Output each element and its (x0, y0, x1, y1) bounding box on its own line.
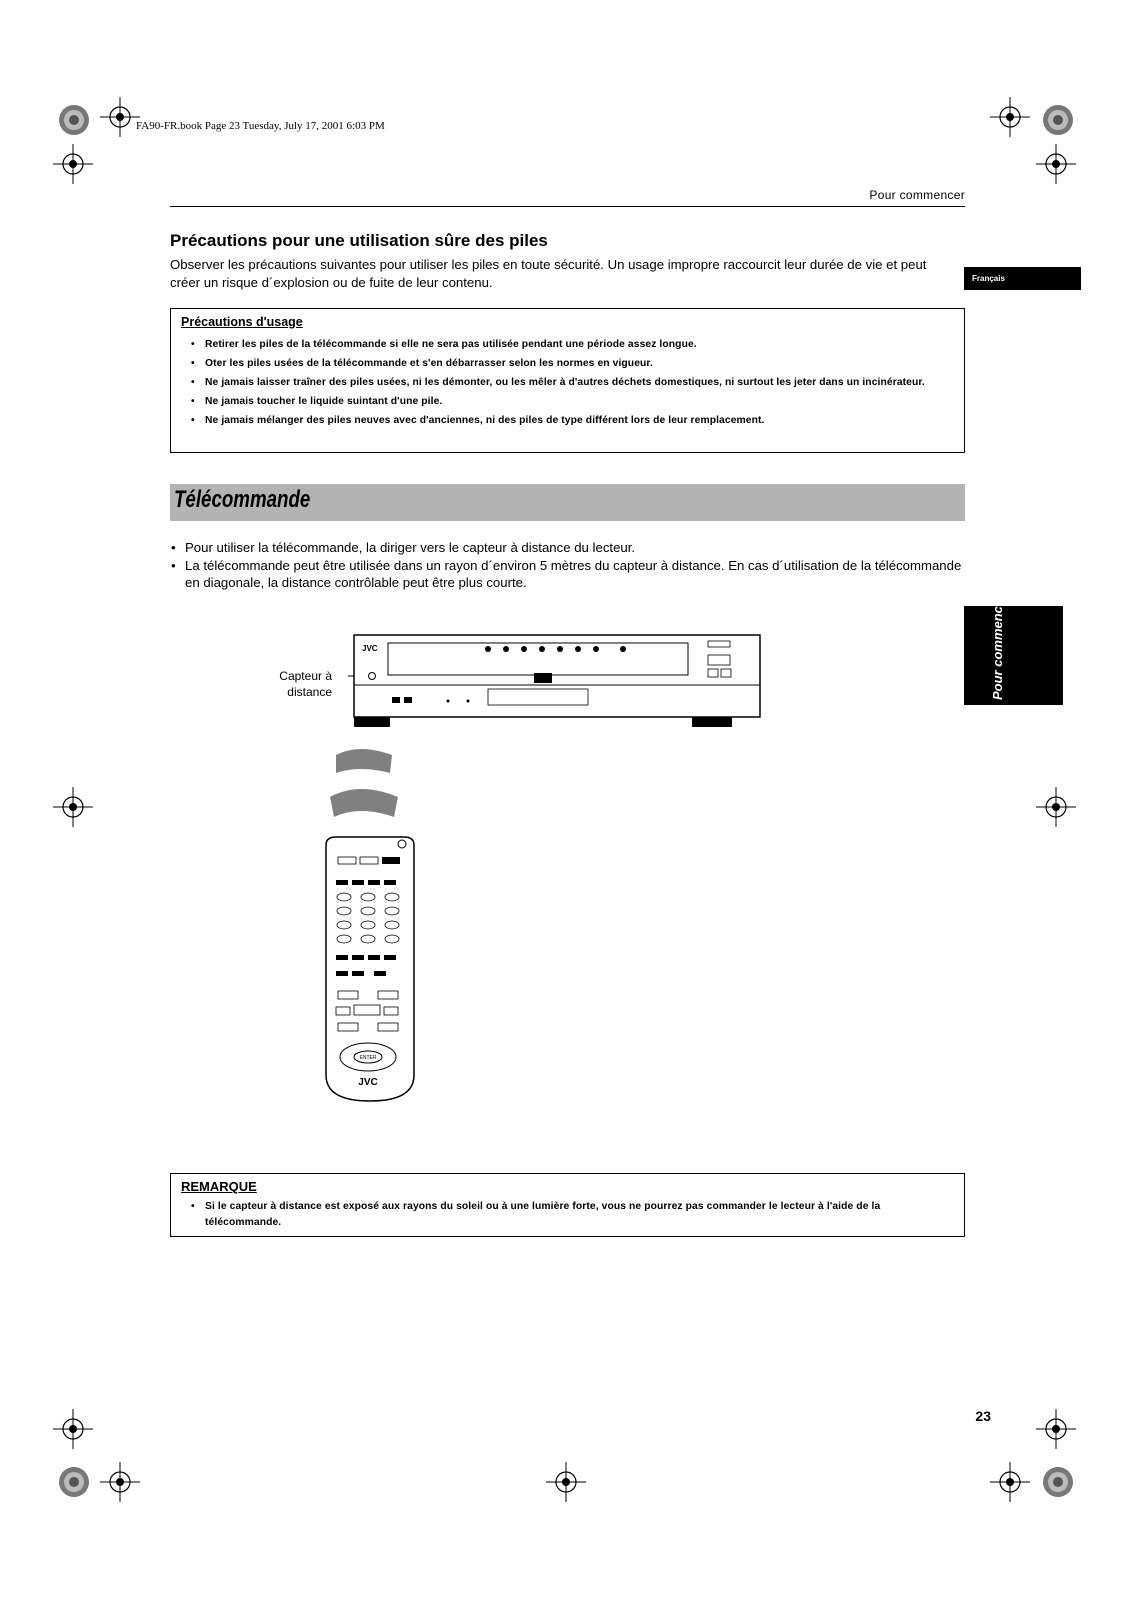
page-number: 23 (975, 1408, 991, 1424)
remarque-list (191, 1199, 956, 1234)
section-title-precautions: Précautions pour une utilisation sûre des piles (170, 231, 548, 250)
running-header: Pour commencer (869, 188, 965, 202)
side-tab (964, 606, 1063, 705)
starburst-mark-top-left (58, 104, 98, 144)
book-info: FA90-FR.book Page 23 Tuesday, July 17, 2001 6:03 PM (136, 120, 385, 132)
list-item: • Oter les piles usées de la télécommande et s'en débarrasser selon les normes en vigueur. (191, 356, 956, 372)
starburst-mark-bottom-right (1042, 1466, 1082, 1506)
list-item: • Ne jamais laisser traîner des piles usées, ni les démonter, ou les mêler à d'autres déchets domestiques, ni surtout les jeter dans un incinérateur. (191, 375, 956, 391)
registration-mark-bottom-left-2 (100, 1462, 140, 1502)
starburst-mark-bottom-left (58, 1466, 98, 1506)
list-item: • Ne jamais mélanger des piles neuves avec d'anciennes, ni des piles de type différent lors de leur remplacement. (191, 413, 956, 429)
registration-mark-bottom-right (1036, 1409, 1076, 1449)
jvc-logo: JVC (362, 644, 378, 653)
dvd-player-illustration (348, 633, 768, 743)
enter-button-label: ENTER (359, 1055, 377, 1061)
header-rule (170, 206, 965, 207)
remote-illustration (318, 745, 428, 1120)
registration-mark-bottom-right-2 (990, 1462, 1030, 1502)
registration-mark-bottom-center (546, 1462, 586, 1502)
telecommande-list (170, 539, 965, 592)
registration-mark-mid-left (53, 787, 93, 827)
registration-mark-top-left-2 (100, 97, 140, 137)
list-item: • Ne jamais toucher le liquide suintant d'une pile. (191, 394, 956, 410)
list-item: • Retirer les piles de la télécommande si elle ne sera pas utilisée pendant une période assez longue. (191, 337, 956, 353)
list-item: • Pour utiliser la télécommande, la diriger vers le capteur à distance du lecteur. (170, 539, 965, 557)
page-title: Télécommande (174, 486, 311, 513)
precautions-intro: Observer les précautions suivantes pour utiliser les piles en toute sécurité. Un usage impropre raccourcit leur durée de vie et peut créer un risque d´explosion ou de fuite de leur contenu. (170, 257, 927, 290)
list-item: • Si le capteur à distance est exposé aux rayons du soleil ou à une lumière forte, vous ne pourrez pas commander le lecteur à l'aide de la télécommande. (191, 1199, 956, 1231)
remarque-title: REMARQUE (181, 1179, 257, 1194)
starburst-mark-top-right (1042, 104, 1082, 144)
telecommande-banner (170, 484, 965, 521)
side-tab-label: Pour commencer (990, 593, 1005, 700)
precautions-box-title: Précautions d'usage (181, 315, 303, 329)
capteur-label: Capteur à distance (279, 669, 332, 699)
remote-jvc-logo: JVC (358, 1077, 378, 1088)
registration-mark-bottom-left (53, 1409, 93, 1449)
registration-mark-top-right (1036, 144, 1076, 184)
registration-mark-top-left (53, 144, 93, 184)
precautions-box (170, 308, 965, 453)
list-item: • La télécommande peut être utilisée dans un rayon d´environ 5 mètres du capteur à distance. En cas d´utilisation de la télécommande en diagonale, la distance contrôlable peut être plus courte. (170, 557, 965, 592)
remarque-box (170, 1173, 965, 1237)
precautions-list (191, 337, 956, 432)
registration-mark-top-right-2 (990, 97, 1030, 137)
language-tab: Français (964, 267, 1081, 290)
registration-mark-mid-right (1036, 787, 1076, 827)
